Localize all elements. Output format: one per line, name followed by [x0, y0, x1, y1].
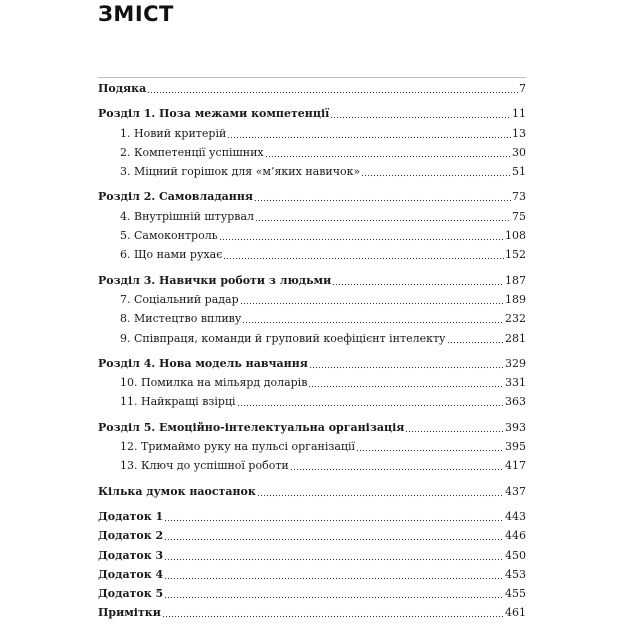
toc-entry-label: 12. Тримаймо руку на пульсі організації — [120, 440, 356, 454]
toc-entry-appendix-5[interactable] — [98, 584, 526, 603]
toc-entry-chapter-12[interactable] — [98, 437, 526, 456]
toc-entry-appendix-3[interactable] — [98, 546, 526, 565]
toc-entry-page: 152 — [505, 248, 526, 262]
toc-entry-chapter-13[interactable] — [98, 456, 526, 475]
dot-leader — [405, 418, 504, 437]
toc-entry-page: 51 — [512, 165, 526, 179]
dot-leader — [254, 187, 511, 206]
toc-entry-label: Розділ 4. Нова модель навчання — [98, 356, 308, 370]
toc-entry-label: 10. Помилка на мільярд доларів — [120, 376, 308, 390]
toc-entry-label: Додаток 5 — [98, 587, 164, 601]
dot-leader — [164, 584, 504, 603]
toc-entry-label: Додаток 4 — [98, 567, 164, 581]
toc-entry-label: Кілька думок наостанок — [98, 484, 256, 498]
toc-entry-part-3[interactable] — [98, 271, 526, 290]
toc-entry-page: 461 — [505, 606, 526, 620]
toc-entry-chapter-5[interactable] — [98, 226, 526, 245]
toc-entry-chapter-9[interactable] — [98, 329, 526, 348]
toc-entry-page: 13 — [512, 126, 526, 140]
toc-entry-label: Додаток 3 — [98, 548, 164, 562]
toc-entry-page: 329 — [505, 356, 526, 370]
toc-entry-chapter-4[interactable] — [98, 207, 526, 226]
toc-entry-label: Розділ 1. Поза межами компетенції — [98, 107, 330, 121]
toc-entry-label: 6. Що нами рухає — [120, 248, 223, 262]
toc-entry-page: 75 — [512, 209, 526, 223]
toc-entry-part-4[interactable] — [98, 354, 526, 373]
page-title: ЗМІСТ — [98, 2, 174, 26]
dot-leader — [356, 437, 504, 456]
dot-leader — [332, 271, 504, 290]
toc-entry-chapter-2[interactable] — [98, 143, 526, 162]
dot-leader — [164, 565, 504, 584]
toc-entry-part-5[interactable] — [98, 418, 526, 437]
toc-entry-page: 363 — [505, 395, 526, 409]
toc-entry-label: Розділ 3. Навички роботи з людьми — [98, 273, 332, 287]
toc-entry-label: Розділ 2. Самовладання — [98, 190, 254, 204]
toc-entry-label: 4. Внутрішній штурвал — [120, 209, 254, 223]
toc-entry-notes[interactable] — [98, 603, 526, 622]
divider — [98, 77, 526, 78]
dot-leader — [164, 546, 504, 565]
toc-entry-label: 11. Найкращі взірці — [120, 395, 236, 409]
dot-leader — [164, 507, 504, 526]
toc-entry-page: 437 — [505, 484, 526, 498]
toc-entry-page: 417 — [505, 459, 526, 473]
toc-entry-chapter-10[interactable] — [98, 373, 526, 392]
toc-entry-label: 9. Співпраця, команди й груповий коефіцієнт інтелекту — [120, 331, 446, 345]
toc-entry-label: Примітки — [98, 606, 161, 620]
dot-leader — [223, 245, 504, 264]
toc-entry-acknowledgments[interactable] — [98, 79, 526, 98]
toc-entry-page: 11 — [512, 107, 526, 121]
dot-leader — [255, 207, 511, 226]
toc-entry-page: 443 — [505, 509, 526, 523]
toc-entry-label: Розділ 5. Емоційно-інтелектуальна організація — [98, 420, 405, 434]
dot-leader — [330, 104, 511, 123]
dot-leader — [147, 79, 518, 98]
toc-entry-chapter-3[interactable] — [98, 162, 526, 181]
toc-entry-page: 7 — [519, 82, 526, 95]
toc-entry-page: 450 — [505, 548, 526, 562]
toc-entry-page: 30 — [512, 145, 526, 159]
dot-leader — [227, 124, 511, 143]
dot-leader — [242, 309, 504, 328]
toc-entry-page: 393 — [505, 420, 526, 434]
toc-entry-page: 446 — [505, 529, 526, 543]
toc-entry-label: 2. Компетенції успішних — [120, 145, 264, 159]
dot-leader — [164, 526, 504, 545]
toc-entry-page: 108 — [505, 229, 526, 243]
dot-leader — [308, 373, 504, 392]
toc-entry-chapter-11[interactable] — [98, 392, 526, 411]
dot-leader — [237, 392, 504, 411]
toc-entry-page: 331 — [505, 376, 526, 390]
toc-entry-label: Додаток 2 — [98, 529, 164, 543]
toc-entry-page: 189 — [505, 292, 526, 306]
toc-entry-label: Додаток 1 — [98, 509, 164, 523]
dot-leader — [219, 226, 504, 245]
dot-leader — [162, 603, 504, 622]
dot-leader — [447, 329, 504, 348]
toc-entry-label: 7. Соціальний радар — [120, 292, 239, 306]
toc-entry-chapter-6[interactable] — [98, 245, 526, 264]
dot-leader — [240, 290, 504, 309]
dot-leader — [257, 482, 504, 501]
toc-entry-appendix-2[interactable] — [98, 526, 526, 545]
toc-entry-page: 455 — [505, 587, 526, 601]
toc-entry-page: 187 — [505, 273, 526, 287]
toc-entry-appendix-1[interactable] — [98, 507, 526, 526]
table-of-contents — [98, 79, 526, 623]
toc-entry-label: Подяка — [98, 82, 147, 95]
toc-entry-page: 453 — [505, 567, 526, 581]
toc-entry-chapter-1[interactable] — [98, 124, 526, 143]
toc-entry-chapter-8[interactable] — [98, 309, 526, 328]
toc-entry-label: 1. Новий критерій — [120, 126, 227, 140]
toc-entry-label: 5. Самоконтроль — [120, 229, 218, 243]
toc-entry-part-1[interactable] — [98, 104, 526, 123]
toc-entry-page: 395 — [505, 440, 526, 454]
toc-entry-chapter-7[interactable] — [98, 290, 526, 309]
toc-entry-page: 232 — [505, 312, 526, 326]
toc-entry-appendix-4[interactable] — [98, 565, 526, 584]
toc-entry-label: 8. Мистецтво впливу — [120, 312, 242, 326]
toc-entry-page: 73 — [512, 190, 526, 204]
dot-leader — [290, 456, 504, 475]
toc-entry-afterword[interactable] — [98, 482, 526, 501]
dot-leader — [309, 354, 504, 373]
toc-entry-label: 3. Міцний горішок для «м’яких навичок» — [120, 165, 361, 179]
dot-leader — [361, 162, 511, 181]
toc-entry-label: 13. Ключ до успішної роботи — [120, 459, 289, 473]
toc-entry-part-2[interactable] — [98, 187, 526, 206]
dot-leader — [265, 143, 511, 162]
toc-entry-page: 281 — [505, 331, 526, 345]
